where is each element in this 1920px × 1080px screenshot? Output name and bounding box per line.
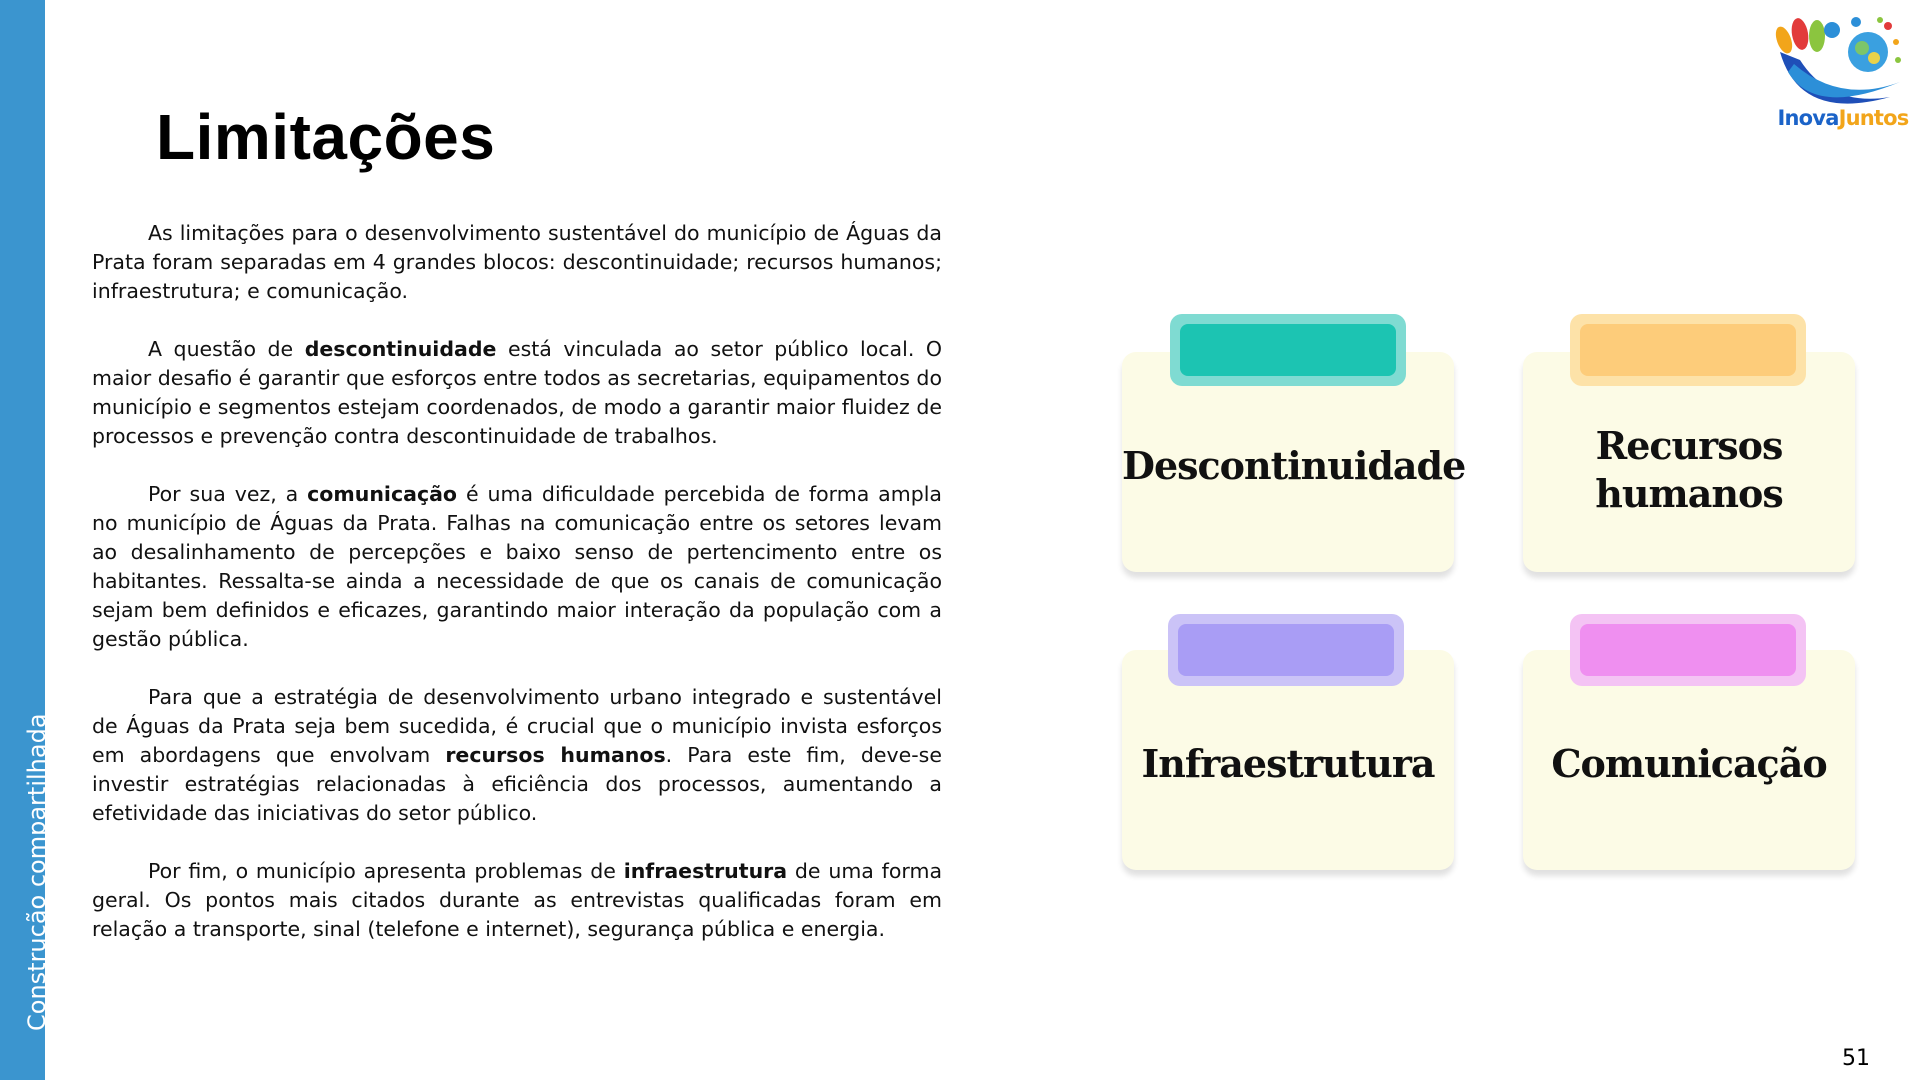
paragraph — [92, 857, 942, 944]
logo-emblem-icon — [1770, 12, 1916, 112]
card-tab — [1570, 614, 1806, 686]
text-span: A questão de — [148, 337, 305, 361]
text-span: está vinculada ao setor público local. O maior desafio é garantir que esforços entre todos as secretarias, equipamentos do município e segmentos estejam coordenados, de modo a garantir maior fluidez de processos e prevenção contra descontinuidade de trabalhos. — [92, 337, 942, 448]
card-tab-inner — [1580, 324, 1796, 376]
card-tab — [1570, 314, 1806, 386]
page-number: 51 — [1842, 1046, 1870, 1071]
card-tab-inner — [1178, 624, 1394, 676]
text-span: é uma dificuldade percebida de forma ampla no município de Águas da Prata. Falhas na comunicação entre os setores levam ao desalinhamento de percepções e baixo senso de pertencimento entre os habitantes. Ressalta-se ainda a necessidade de que os canais de comunicação sejam bem definidos e eficazes, garantindo maior interação da população com a gestão pública. — [92, 482, 942, 651]
paragraph — [92, 335, 942, 451]
card-label — [1523, 422, 1855, 518]
card-label-line: Descontinuidade — [1122, 443, 1466, 488]
card-label-line: Recursos — [1595, 423, 1783, 468]
body-text — [92, 219, 942, 973]
text-span: de uma forma geral. Os pontos mais citados durante as entrevistas qualificadas foram em relação a transporte, sinal (telefone e internet), segurança pública e energia. — [92, 859, 943, 941]
card-label — [1122, 442, 1466, 490]
sidebar — [0, 0, 51, 1080]
text-span: Por sua vez, a — [148, 482, 308, 506]
card-label-line: Infraestrutura — [1141, 741, 1435, 786]
card-label — [1523, 740, 1855, 788]
paragraph — [92, 219, 942, 306]
card-label — [1122, 740, 1454, 788]
text-span: Por fim, o município apresenta problemas de — [148, 859, 624, 883]
inova-juntos-logo — [1770, 12, 1916, 137]
card-tab — [1170, 314, 1406, 386]
sidebar-label: Construção compartilhada — [23, 713, 51, 1031]
paragraph — [92, 480, 942, 654]
logo-text: InovaJuntos — [1777, 106, 1909, 130]
page-title: Limitações — [156, 101, 496, 173]
paragraph — [92, 683, 942, 828]
text-span: . Para este fim, deve-se investir estratégias relacionadas à eficiência dos processos, aumentando a efetividade das iniciativas do setor público. — [92, 743, 942, 825]
card-tab-inner — [1180, 324, 1396, 376]
card-tab — [1168, 614, 1404, 686]
card-tab-inner — [1580, 624, 1796, 676]
bold-text: recursos humanos — [445, 743, 666, 767]
card-label-line: Comunicação — [1551, 741, 1827, 786]
text-span: As limitações para o desenvolvimento sustentável do município de Águas da Prata foram separadas em 4 grandes blocos: descontinuidade; recursos humanos; infraestrutura; e comunicação. — [92, 221, 942, 303]
bold-text: descontinuidade — [304, 337, 497, 361]
text-span: Para que a estratégia de desenvolvimento urbano integrado e sustentável de Águas da Prata seja bem sucedida, é crucial que o município invista esforços em abordagens que envolvam — [92, 685, 942, 767]
card-label-line: humanos — [1595, 471, 1783, 516]
bold-text: comunicação — [307, 482, 458, 506]
bold-text: infraestrutura — [623, 859, 788, 883]
